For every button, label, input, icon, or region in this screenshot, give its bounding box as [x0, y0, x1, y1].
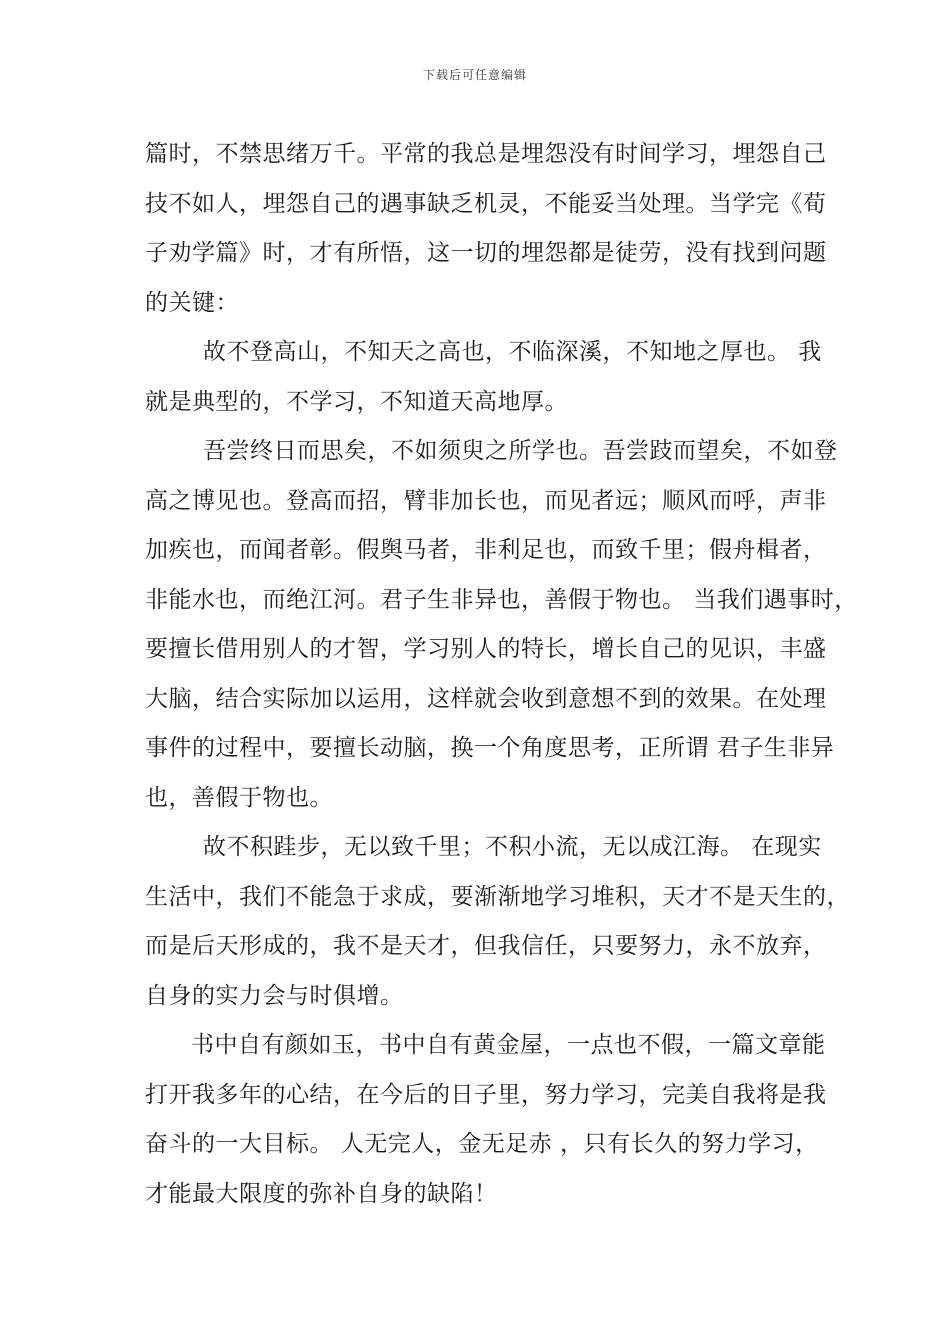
text-line: 事件的过程中，要擅长动脑，换一个角度思考，正所谓 君子生非异	[145, 735, 835, 761]
text-line: 的关键：	[145, 289, 239, 316]
text-line: 故不登高山，不知天之高也，不临深溪，不知地之厚也。 我	[203, 339, 822, 365]
text-line: 书中自有颜如玉，书中自有黄金屋，一点也不假，一篇文章能	[191, 1032, 826, 1058]
text-line: 子劝学篇》时，才有所悟，这一切的埋怨都是徒劳，没有找到问题	[145, 240, 827, 266]
text-line: 打开我多年的心结，在今后的日子里，努力学习，完美自我将是我	[145, 1081, 827, 1108]
text-line: 吾尝终日而思矣，不如须臾之所学也。吾尝跂而望矣，不如登	[203, 438, 838, 464]
text-line: 非能水也，而绝江河。君子生非异也，善假于物也。 当我们遇事时，	[145, 586, 858, 613]
document-body	[145, 130, 858, 1219]
text-line: 要擅长借用别人的才智，学习别人的特长，增长自己的见识，丰盛	[145, 636, 827, 662]
text-line: 高之博见也。登高而招，臂非加长也，而见者远；顺风而呼，声非	[145, 487, 827, 514]
text-line: 加疾也，而闻者彰。假舆马者，非利足也，而致千里；假舟楫者，	[145, 537, 827, 563]
text-line: 篇时，不禁思绪万千。平常的我总是埋怨没有时间学习，埋怨自己	[145, 141, 827, 167]
text-line: 生活中，我们不能急于求成，要渐渐地学习堆积，天才不是天生的，	[145, 883, 850, 910]
text-line: 才能最大限度的弥补自身的缺陷！	[145, 1180, 498, 1207]
text-line: 大脑，结合实际加以运用，这样就会收到意想不到的效果。在处理	[145, 685, 827, 712]
text-line: 自身的实力会与时俱增。	[145, 982, 404, 1009]
text-line: 也，善假于物也。	[145, 784, 333, 811]
text-line: 技不如人，埋怨自己的遇事缺乏机灵，不能妥当处理。当学完《荀	[145, 190, 827, 217]
text-line: 就是典型的，不学习，不知道天高地厚。	[145, 388, 568, 415]
text-line: 奋斗的一大目标。 人无完人，金无足赤 ，只有长久的努力学习，	[145, 1131, 819, 1157]
text-line: 故不积跬步，无以致千里；不积小流，无以成江海。 在现实	[203, 834, 822, 860]
page-header: 下载后可任意编辑	[422, 68, 527, 82]
text-line: 而是后天形成的，我不是天才，但我信任，只要努力，永不放弃，	[145, 933, 827, 959]
